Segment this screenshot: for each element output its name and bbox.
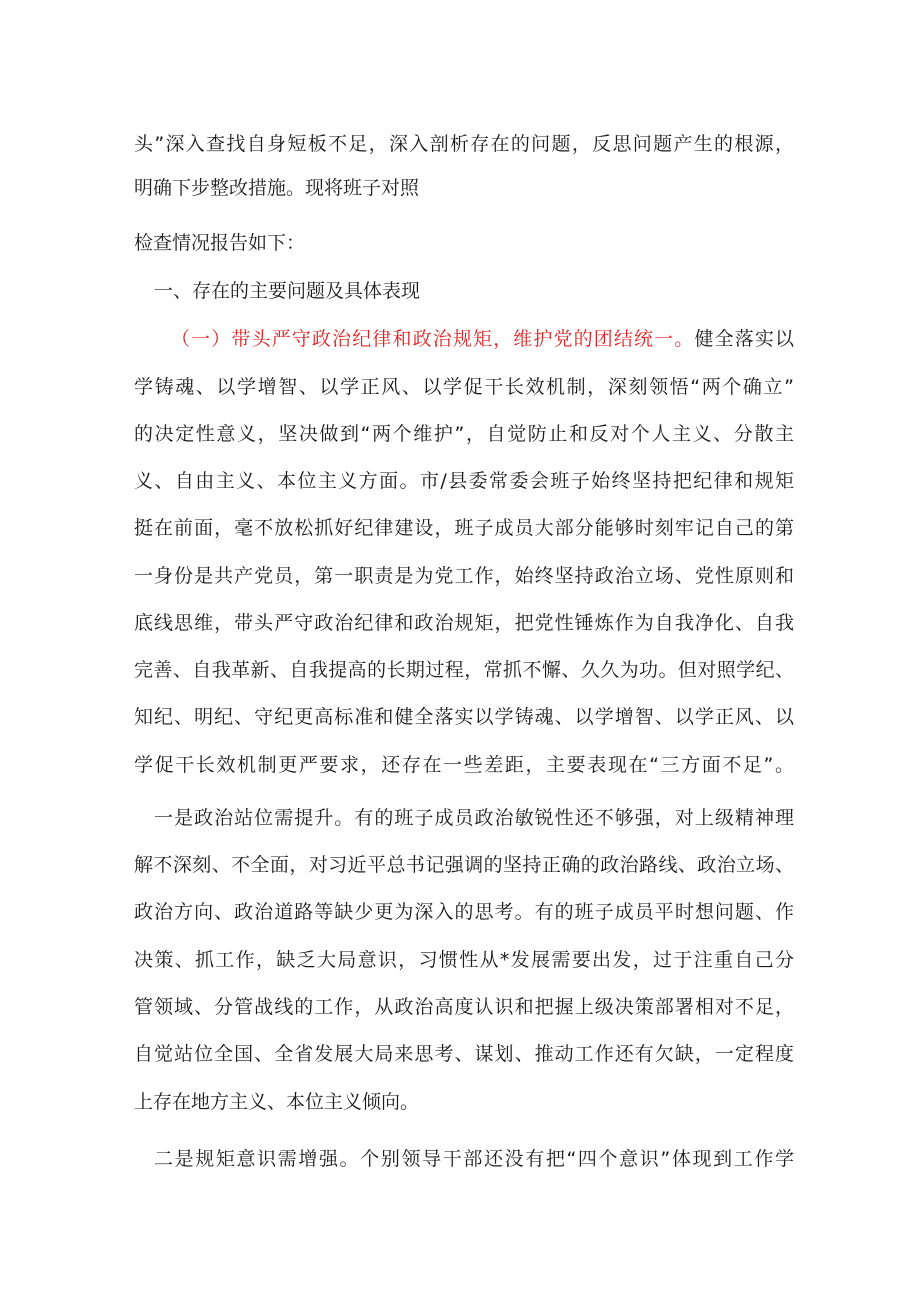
subsection-heading-line <box>171 327 794 351</box>
paragraph-line-14: 学促干长效机制更严要求，还存在一些差距，主要表现在“三方面不足”。 <box>134 754 794 776</box>
paragraph-line-2: 明确下步整改措施。现将班子对照 <box>134 177 420 199</box>
paragraph-line-13: 知纪、明纪、守纪更高标准和健全落实以学铸魂、以学增智、以学正风、以 <box>134 706 794 728</box>
paragraph-line-9: 挺在前面，毫不放松抓好纪律建设，班子成员大部分能够时刻牢记自己的第 <box>134 517 794 539</box>
paragraph-line-16: 解不深刻、不全面，对习近平总书记强调的坚持正确的政治路线、政治立场、 <box>134 854 794 876</box>
paragraph-line-10: 一身份是共产党员，第一职责是为党工作，始终坚持政治立场、党性原则和 <box>134 565 794 587</box>
paragraph-line-11: 底线思维，带头严守政治纪律和政治规矩，把党性锤炼作为自我净化、自我 <box>134 612 794 634</box>
paragraph-line-18: 决策、抓工作，缺乏大局意识，习惯性从*发展需要出发，过于注重自己分 <box>134 949 794 971</box>
paragraph-line-20: 自觉站位全国、全省发展大局来思考、谋划、推动工作还有欠缺，一定程度 <box>134 1043 794 1065</box>
paragraph-line-17: 政治方向、政治道路等缺少更为深入的思考。有的班子成员平时想问题、作 <box>134 901 794 923</box>
paragraph-line-8: 义、自由主义、本位主义方面。市/县委常委会班子始终坚持把纪律和规矩 <box>134 470 794 492</box>
paragraph-line-19: 管领域、分管战线的工作，从政治高度认识和把握上级决策部署相对不足， <box>134 996 794 1018</box>
paragraph-line-3: 检查情况报告如下： <box>134 232 306 254</box>
paragraph-line-15: 一是政治站位需提升。有的班子成员政治敏锐性还不够强，对上级精神理 <box>154 807 794 829</box>
paragraph-line-22: 二是规矩意识需增强。个别领导干部还没有把“四个意识”体现到工作学 <box>154 1148 794 1170</box>
paragraph-line-7: 的决定性意义，坚决做到“两个维护”，自觉防止和反对个人主义、分散主 <box>134 423 794 445</box>
paragraph-line-12: 完善、自我革新、自我提高的长期过程，常抓不懈、久久为功。但对照学纪、 <box>134 659 794 681</box>
section-heading: 一、存在的主要问题及具体表现 <box>154 280 421 302</box>
paragraph-line-21: 上存在地方主义、本位主义倾向。 <box>134 1091 420 1113</box>
subsection-heading: （一）带头严守政治纪律和政治规矩，维护党的团结统一。 <box>171 328 695 350</box>
paragraph-line-1: 头”深入查找自身短板不足，深入剖析存在的问题，反思问题产生的根源， <box>134 133 794 155</box>
subsection-heading-continuation: 健全落实以 <box>694 328 794 350</box>
paragraph-line-6: 学铸魂、以学增智、以学正风、以学促干长效机制，深刻领悟“两个确立” <box>134 376 794 398</box>
